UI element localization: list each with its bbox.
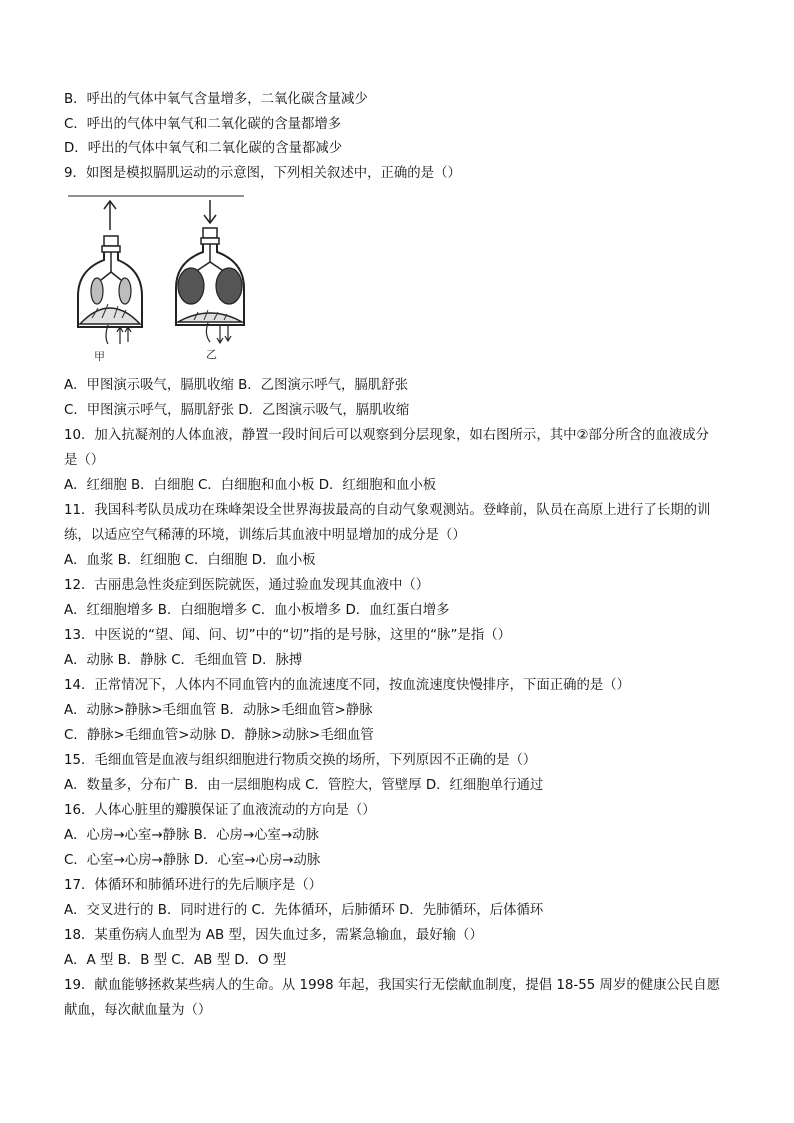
q14-options-cd: C．静脉>毛细血管>动脉 D．静脉>动脉>毛细血管 bbox=[64, 728, 374, 743]
jar-left bbox=[78, 201, 142, 363]
q18-options: A．A 型 B．B 型 C．AB 型 D．O 型 bbox=[64, 953, 287, 968]
q9-stem: 9．如图是模拟膈肌运动的示意图，下列相关叙述中，正确的是（） bbox=[64, 166, 461, 181]
q14-options-ab: A．动脉>静脉>毛细血管 B．动脉>毛细血管>静脉 bbox=[64, 703, 373, 718]
q8-option-b: B．呼出的气体中氧气含量增多，二氧化碳含量减少 bbox=[64, 92, 368, 107]
label-jia: 甲 bbox=[94, 350, 105, 363]
q15-stem: 15．毛细血管是血液与组织细胞进行物质交换的场所，下列原因不正确的是（） bbox=[64, 753, 537, 768]
q10-stem-cont: 是（） bbox=[64, 453, 105, 468]
q9-options-cd: C．甲图演示呼气，膈肌舒张 D．乙图演示吸气，膈肌收缩 bbox=[64, 403, 410, 418]
q17-stem: 17．体循环和肺循环进行的先后顺序是（） bbox=[64, 878, 323, 893]
q16-options-ab: A．心房→心室→静脉 B．心房→心室→动脉 bbox=[64, 828, 319, 843]
q17-options: A．交叉进行的 B．同时进行的 C．先体循环，后肺循环 D．先肺循环，后体循环 bbox=[64, 903, 544, 918]
q19-stem: 19．献血能够拯救某些病人的生命。从 1998 年起，我国实行无偿献血制度，提倡 18-55 周岁的健康公民自愿 bbox=[64, 978, 721, 993]
diaphragm-model-figure bbox=[64, 192, 248, 366]
q12-stem: 12．古丽患急性炎症到医院就医，通过验血发现其血液中（） bbox=[64, 578, 430, 593]
q16-stem: 16．人体心脏里的瓣膜保证了血液流动的方向是（） bbox=[64, 803, 376, 818]
jar-right bbox=[176, 200, 244, 361]
q8-option-c: C．呼出的气体中氧气和二氧化碳的含量都增多 bbox=[64, 117, 342, 132]
q11-options: A．血浆 B．红细胞 C．白细胞 D．血小板 bbox=[64, 553, 316, 568]
q13-stem: 13．中医说的“望、闻、问、切”中的“切”指的是号脉，这里的“脉”是指（） bbox=[64, 628, 511, 643]
q16-options-cd: C．心室→心房→静脉 D．心室→心房→动脉 bbox=[64, 853, 321, 868]
q11-stem-cont: 练，以适应空气稀薄的环境，训练后其血液中明显增加的成分是（） bbox=[64, 528, 466, 543]
label-yi: 乙 bbox=[206, 348, 217, 361]
q10-stem: 10．加入抗凝剂的人体血液，静置一段时间后可以观察到分层现象，如右图所示，其中②部分所含的血液成分 bbox=[64, 428, 710, 443]
q11-stem: 11．我国科考队员成功在珠峰架设全世界海拔最高的自动气象观测站。登峰前，队员在高原上进行了长期的训 bbox=[64, 503, 711, 518]
q10-options: A．红细胞 B．白细胞 C．白细胞和血小板 D．红细胞和血小板 bbox=[64, 478, 437, 493]
q19-stem-cont: 献血，每次献血量为（） bbox=[64, 1003, 212, 1018]
q13-options: A．动脉 B．静脉 C．毛细血管 D．脉搏 bbox=[64, 653, 303, 668]
q9-options-ab: A．甲图演示吸气，膈肌收缩 B．乙图演示呼气，膈肌舒张 bbox=[64, 378, 408, 393]
arrow-down-icon bbox=[204, 200, 216, 223]
q18-stem: 18．某重伤病人血型为 AB 型，因失血过多，需紧急输血，最好输（） bbox=[64, 928, 483, 943]
q8-option-d: D．呼出的气体中氧气和二氧化碳的含量都减少 bbox=[64, 141, 343, 156]
arrow-up-icon bbox=[104, 201, 116, 230]
q12-options: A．红细胞增多 B．白细胞增多 C．血小板增多 D．血红蛋白增多 bbox=[64, 603, 450, 618]
q14-stem: 14．正常情况下，人体内不同血管内的血流速度不同，按血流速度快慢排序，下面正确的是（） bbox=[64, 678, 631, 693]
q15-options: A．数量多，分布广 B．由一层细胞构成 C．管腔大，管壁厚 D．红细胞单行通过 bbox=[64, 778, 544, 793]
